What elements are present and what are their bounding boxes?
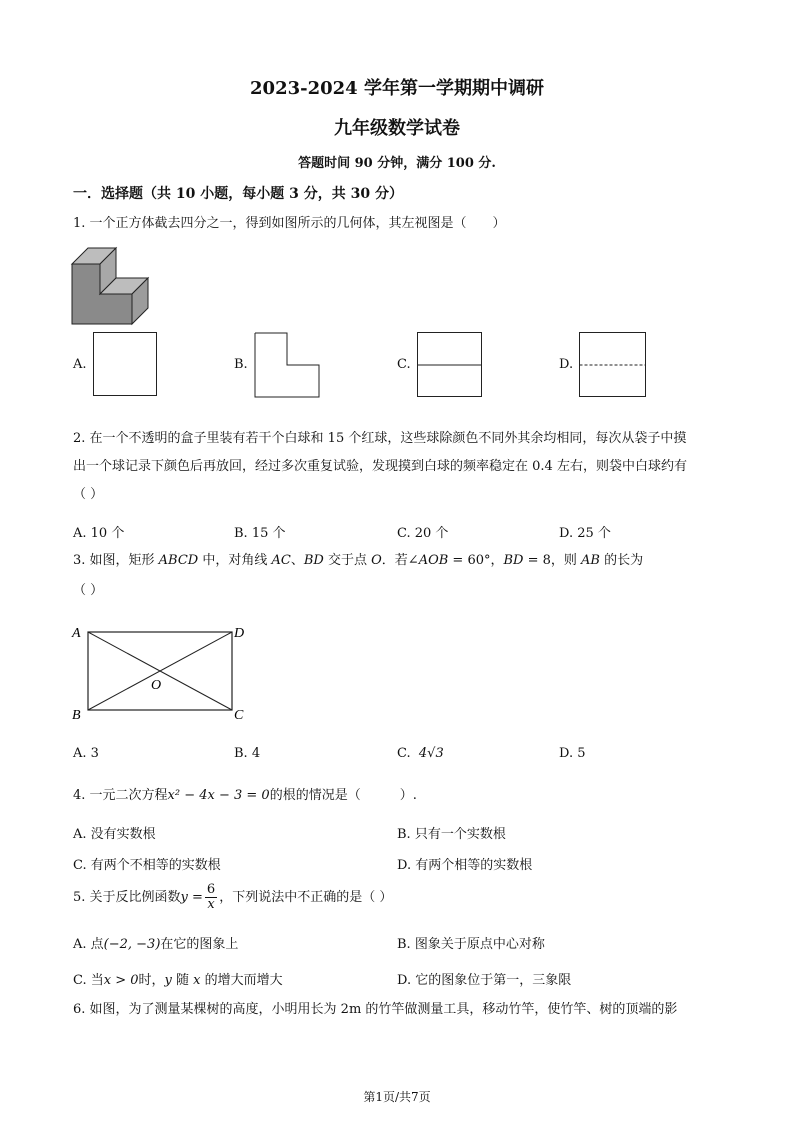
q4-equation: x² − 4x − 3 = 0	[167, 788, 270, 803]
section-heading: 一．选择题（共 10 小题，每小题 3 分，共 30 分）	[73, 186, 403, 202]
q1-option-c-label: C.	[397, 357, 411, 372]
q4-option-d: D. 有两个相等的实数根	[397, 858, 533, 873]
q2-option-a: A. 10 个	[73, 526, 125, 541]
q5-option-a: A. 点(−2, −3)在它的图象上	[73, 937, 239, 952]
q5-option-c: C. 当x > 0时，y 随 x 的增大而增大	[73, 973, 283, 988]
q3-option-c: C. 4√3	[397, 746, 444, 761]
q1-option-a-label: A.	[73, 357, 87, 372]
question-2-line-2: 出一个球记录下颜色后再放回，经过多次重复试验，发现摸到白球的频率稳定在 0.4 左右，则袋中白球约有	[73, 459, 687, 474]
q3-option-a: A. 3	[73, 746, 99, 761]
vertex-c-label: C	[234, 708, 244, 723]
page-number: 第1页/共7页	[363, 1090, 431, 1104]
q1-option-b-l-shape	[254, 332, 320, 398]
question-5-text: 5. 关于反比例函数y = $\frac{6}{x}$ ，下列说法中不正确的是（ ）	[73, 882, 393, 912]
question-2-line-3: （ ）	[73, 487, 104, 502]
q3-option-b: B. 4	[234, 746, 261, 761]
question-2-line-1: 2. 在一个不透明的盒子里装有若干个白球和 15 个红球，这些球除颜色不同外其余均相同，每次从袋子中摸	[73, 431, 687, 446]
q1-option-b-label: B.	[234, 357, 248, 372]
q5-fraction: $\frac{6}{x}$	[206, 882, 216, 912]
question-6-text: 6. 如图，为了测量某棵树的高度，小明用长为 2m 的竹竿做测量工具，移动竹竿，使竹竿、树的顶端的影	[73, 1002, 678, 1017]
q1-option-c-split-square	[417, 332, 483, 398]
question-3-rectangle-diagram	[68, 620, 258, 726]
vertex-d-label: D	[234, 626, 245, 641]
q2-option-d: D. 25 个	[559, 526, 611, 541]
q4-option-c: C. 有两个不相等的实数根	[73, 858, 221, 873]
vertex-a-label: A	[72, 626, 81, 641]
q4-option-a: A. 没有实数根	[73, 827, 156, 842]
exam-title: 2023-2024 学年第一学期期中调研	[250, 78, 544, 99]
q1-option-d-label: D.	[559, 357, 574, 372]
center-o-label: O	[151, 678, 162, 693]
exam-time-note: 答题时间 90 分钟，满分 100 分.	[298, 156, 496, 171]
q3-option-c-value: 4√3	[418, 746, 444, 761]
question-1-text: 1. 一个正方体截去四分之一，得到如图所示的几何体，其左视图是（ ）	[73, 216, 506, 231]
q2-option-b: B. 15 个	[234, 526, 286, 541]
q5-option-b: B. 图象关于原点中心对称	[397, 937, 545, 952]
question-4-text: 4. 一元二次方程x² − 4x − 3 = 0的根的情况是（ ）.	[73, 788, 417, 803]
question-3-text: 3. 如图，矩形 ABCD 中，对角线 AC、BD 交于点 O．若∠AOB = 60°，BD = 8，则 AB 的长为	[73, 553, 644, 568]
question-3-line-2: （ ）	[73, 583, 104, 598]
q3-option-d: D. 5	[559, 746, 586, 761]
q2-option-c: C. 20 个	[397, 526, 449, 541]
exam-subtitle: 九年级数学试卷	[334, 118, 460, 139]
q1-option-d-dashed-square	[579, 332, 647, 398]
q1-option-a-square	[93, 332, 157, 396]
q5-option-d: D. 它的图象位于第一，三象限	[397, 973, 572, 988]
question-1-solid-figure	[70, 242, 166, 328]
vertex-b-label: B	[72, 708, 81, 723]
q4-option-b: B. 只有一个实数根	[397, 827, 506, 842]
